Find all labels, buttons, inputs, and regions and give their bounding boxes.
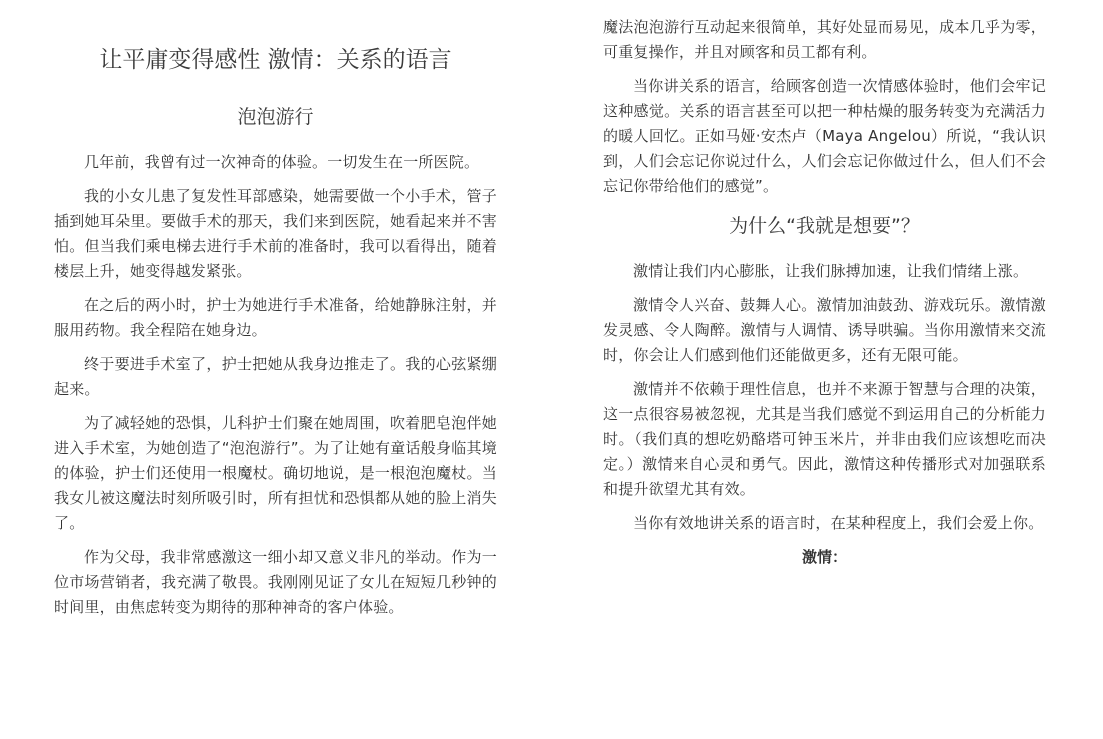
- section-title-why-i-want-it: 为什么“我就是想要”？: [729, 215, 920, 237]
- paragraph-continued: 魔法泡泡游行互动起来很简单，其好处显而易见，成本几乎为零，可重复操作，并且对顾客和员工都有利。: [603, 18, 1046, 61]
- right-page: [603, 0, 1046, 570]
- paragraph: 几年前，我曾有过一次神奇的体验。一切发生在一所医院。: [84, 153, 480, 171]
- paragraph: 在之后的两小时，护士为她进行手术准备，给她静脉注射，并服用药物。我全程陪在她身边。: [54, 296, 497, 339]
- paragraph: 为了减轻她的恐惧，儿科护士们聚在她周围，吹着肥皂泡伴她进入手术室，为她创造了“泡泡游行”。为了让她有童话般身临其境的体验，护士们还使用一根魔杖。确切地说，是一根泡泡魔杖。当我女儿被这魔法时刻所吸引时，所有担忧和恐惧都从她的脸上消失了。: [54, 414, 497, 532]
- paragraph: 终于要进手术室了，护士把她从我身边推走了。我的心弦紧绷起来。: [54, 355, 497, 398]
- paragraph: 激情让我们内心膨胀，让我们脉搏加速，让我们情绪上涨。: [633, 262, 1029, 280]
- paragraph: 作为父母，我非常感激这一细小却又意义非凡的举动。作为一位市场营销者，我充满了敬畏。我刚刚见证了女儿在短短几秒钟的时间里，由焦虑转变为期待的那种神奇的客户体验。: [54, 548, 497, 616]
- section-title-bubble-parade: 泡泡游行: [237, 106, 314, 128]
- paragraph: 我的小女儿患了复发性耳部感染，她需要做一个小手术，管子插到她耳朵里。要做手术的那天，我们来到医院，她看起来并不害怕。但当我们乘电梯去进行手术前的准备时，我可以看得出，随着楼层上升，她变得越发紧张。: [54, 187, 497, 280]
- paragraph: 激情令人兴奋、鼓舞人心。激情加油鼓劲、游戏玩乐。激情激发灵感、令人陶醉。激情与人调情、诱导哄骗。当你用激情来交流时，你会让人们感到他们还能做更多，还有无限可能。: [603, 296, 1046, 364]
- paragraph: 当你讲关系的语言，给顾客创造一次情感体验时，他们会牢记这种感觉。关系的语言甚至可以把一种枯燥的服务转变为充满活力的暖人回忆。正如马娅·安杰卢（Maya Angelou）所说，“我认识到，人们会忘记你说过什么，人们会忘记你做过什么，但人们不会忘记你带给他们的感觉”。: [603, 77, 1046, 195]
- closing-heading: 激情：: [801, 548, 847, 566]
- paragraph: 当你有效地讲关系的语言时，在某种程度上，我们会爱上你。: [633, 514, 1044, 532]
- paragraph: 激情并不依赖于理性信息，也并不来源于智慧与合理的决策，这一点很容易被忽视，尤其是当我们感觉不到运用自己的分析能力时。（我们真的想吃奶酪塔可钟玉米片，并非由我们应该想吃而决定。）激情来自心灵和勇气。因此，激情这种传播形式对加强联系和提升欲望尤其有效。: [603, 380, 1046, 498]
- chapter-title: 让平庸变得感性 激情：关系的语言: [99, 47, 452, 73]
- left-page: [54, 0, 497, 629]
